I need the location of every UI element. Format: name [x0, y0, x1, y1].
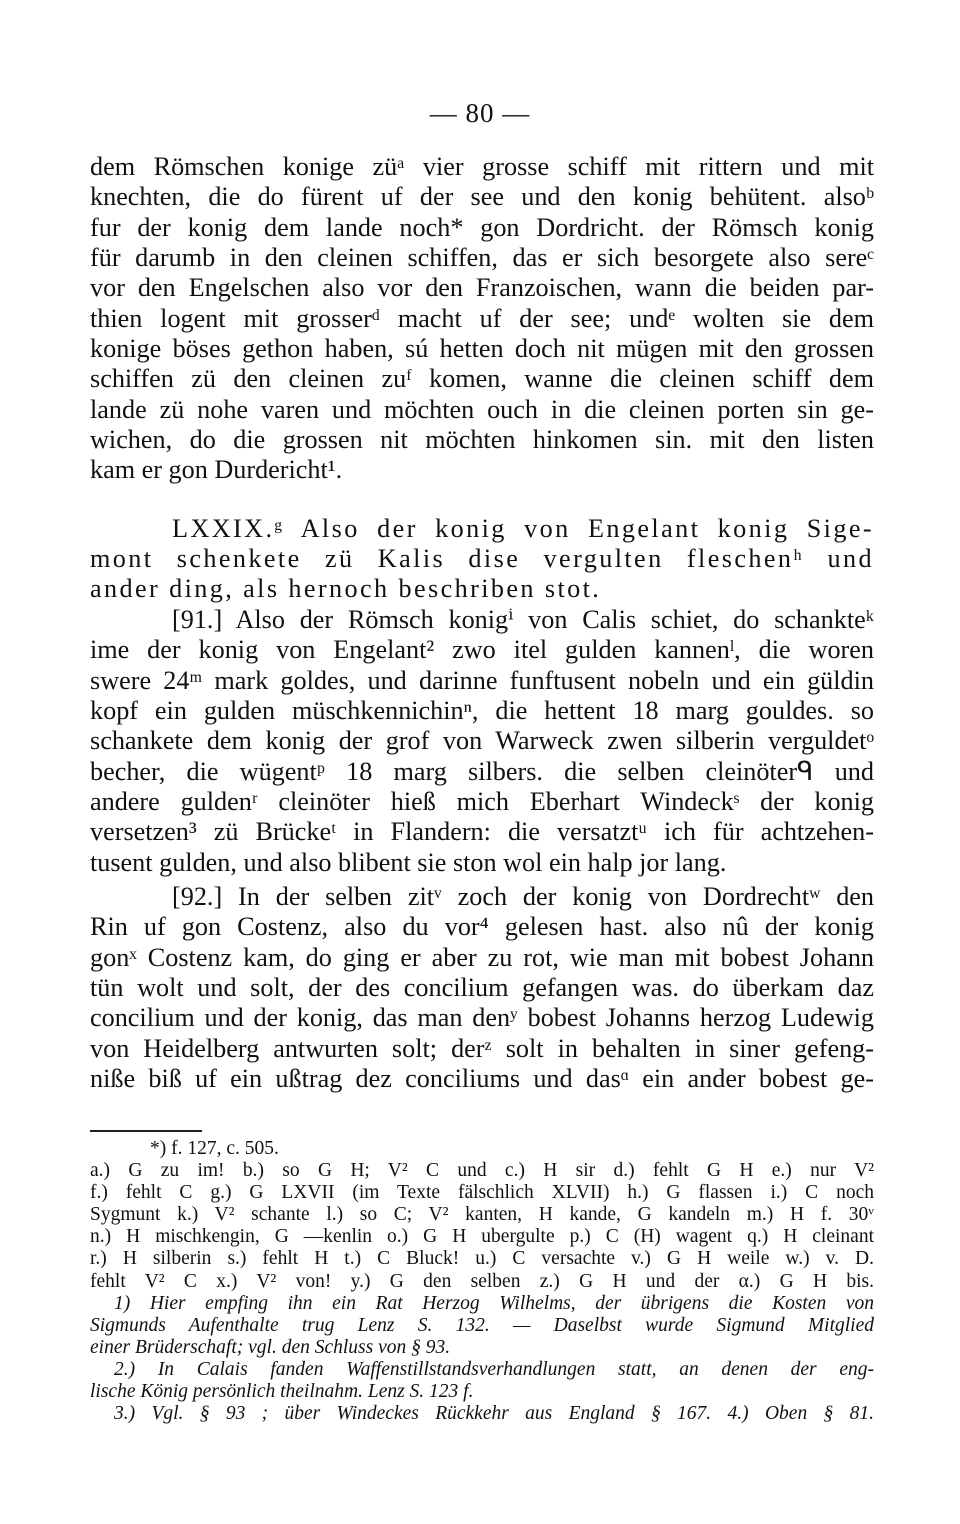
footnote-line: *) f. 127, c. 505.	[150, 1138, 279, 1159]
text-line: LXXIX.ᵍ Also der konig von Engelant konig Sige-	[172, 513, 874, 543]
footnote-line: fehlt V² C x.) V² von! y.) G den selben z.) G H und der α.) G H bis.	[90, 1270, 874, 1292]
main-text	[90, 152, 874, 1094]
text-line: niße biß uf ein ußtrag dez conciliums und dasᵅ ein ander bobest ge-	[90, 1063, 874, 1093]
paragraph	[90, 605, 874, 878]
text-line: lande zü nohe varen und möchten ouch in die cleinen porten sin ge-	[90, 394, 874, 424]
paragraph	[90, 152, 874, 486]
text-line: tusent gulden, und also blibent sie ston wol ein halp jor lang.	[90, 847, 727, 877]
text-line: swere 24ᵐ mark goldes, und darinne funftusent nobeln und ein güldin	[90, 665, 874, 695]
text-line: für darumb in den cleinen schiffen, das er sich besorgete also sereᶜ	[90, 243, 874, 273]
text-line: schankete dem konig der grof von Warweck zwen silberin verguldetᵒ	[90, 726, 874, 756]
footnotes	[90, 1138, 874, 1425]
footnote-line: lische König persönlich theilnahm. Lenz S. 123 f.	[90, 1381, 474, 1403]
text-line: knechten, die do fürent uf der see und den konig behütent. alsoᵇ	[90, 182, 874, 212]
footnote-divider	[90, 1130, 202, 1132]
text-line: konige böses gethon haben, sú hetten doch nit mügen mit den grossen	[90, 334, 874, 364]
text-line: wichen, do die grossen nit möchten hinkomen sin. mit den listen	[90, 425, 874, 455]
footnote-line: n.) H mischkengin, G —kenlin o.) G H ubergulte p.) C (H) wagent q.) H cleinant	[90, 1226, 874, 1248]
text-line: [91.] Also der Römsch konigⁱ von Calis schiet, do schankteᵏ	[172, 604, 874, 634]
text-line: [92.] In der selben zitᵛ zoch der konig von Dordrechtʷ den	[172, 881, 874, 911]
footnote-line: Sigmunds Aufenthalte trug Lenz S. 132. — Daselbst wurde Sigmund Mitglied	[90, 1314, 874, 1336]
text-line: schiffen zü den cleinen zuᶠ komen, wanne die cleinen schiff dem	[90, 364, 874, 394]
text-line: concilium und der konig, das man denʸ bobest Johanns herzog Ludewig	[90, 1003, 874, 1033]
footnote-line: einer Brüderschaft; vgl. den Schluss von § 93.	[90, 1336, 451, 1358]
footnote-line: a.) G zu im! b.) so G H; V² C und c.) H sir d.) fehlt G H e.) nur V²	[90, 1160, 874, 1182]
text-line: kopf ein gulden müschkennichinⁿ, die hettent 18 marg gouldes. so	[90, 695, 874, 725]
text-line: thien logent mit grosserᵈ macht uf der see; undᵉ wolten sie dem	[90, 303, 874, 333]
text-line: versetzen³ zü Brückeᵗ in Flandern: die versatztᵘ ich für achtzehen-	[90, 817, 874, 847]
text-line: von Heidelberg antwurten solt; derᶻ solt in behalten in siner gefeng-	[90, 1033, 874, 1063]
footnote-line: Sygmunt k.) V² schante l.) so C; V² kanten, H kande, G kandeln m.) H f. 30ᵛ	[90, 1204, 874, 1226]
text-line: becher, die wügentᵖ 18 marg silbers. die selben cleinöterᑫ und	[90, 756, 874, 786]
footnote-line: f.) fehlt C g.) G LXVII (im Texte fälschlich XLVII) h.) G flassen i.) C noch	[90, 1182, 874, 1204]
footnote-line: r.) H silberin s.) fehlt H t.) C Bluck! u.) C versachte v.) G H weile w.) v. D.	[90, 1248, 874, 1270]
text-line: kam er gon Durdericht¹.	[90, 455, 343, 485]
chapter-heading	[90, 514, 874, 605]
text-line: ander ding, als hernoch beschriben stot.	[90, 574, 602, 604]
text-line: andere guldenʳ cleinöter hieß mich Eberhart Windeckˢ der konig	[90, 786, 874, 816]
text-line: tün wolt und solt, der des concilium gefangen was. do überkam daz	[90, 972, 874, 1002]
text-line: vor den Engelschen also vor den Franzoischen, wann die beiden par-	[90, 273, 874, 303]
footnote-line: 2.) In Calais fanden Waffenstillstandsverhandlungen statt, an denen der eng-	[114, 1358, 874, 1380]
text-line: gonˣ Costenz kam, do ging er aber zu rot, wie man mit bobest Johann	[90, 942, 874, 972]
text-line: ime der konig von Engelant² zwo itel gulden kannenˡ, die woren	[90, 635, 874, 665]
page-number: — 80 —	[429, 98, 531, 128]
footnote-line: 3.) Vgl. § 93 ; über Windeckes Rückkehr aus England § 167. 4.) Oben § 81.	[114, 1403, 874, 1425]
text-line: dem Römschen konige züᵃ vier grosse schiff mit rittern und mit	[90, 152, 874, 181]
footnote-line: 1) Hier empfing ihn ein Rat Herzog Wilhelms, der übrigens die Kosten von	[114, 1292, 874, 1314]
text-line: fur der konig dem lande noch* gon Dordricht. der Römsch konig	[90, 212, 874, 242]
text-line: mont schenkete zü Kalis dise vergulten fleschenʰ und	[90, 544, 874, 574]
paragraph	[90, 882, 874, 1094]
text-line: Rin uf gon Costenz, also du vor⁴ gelesen hast. also nû der konig	[90, 912, 874, 942]
